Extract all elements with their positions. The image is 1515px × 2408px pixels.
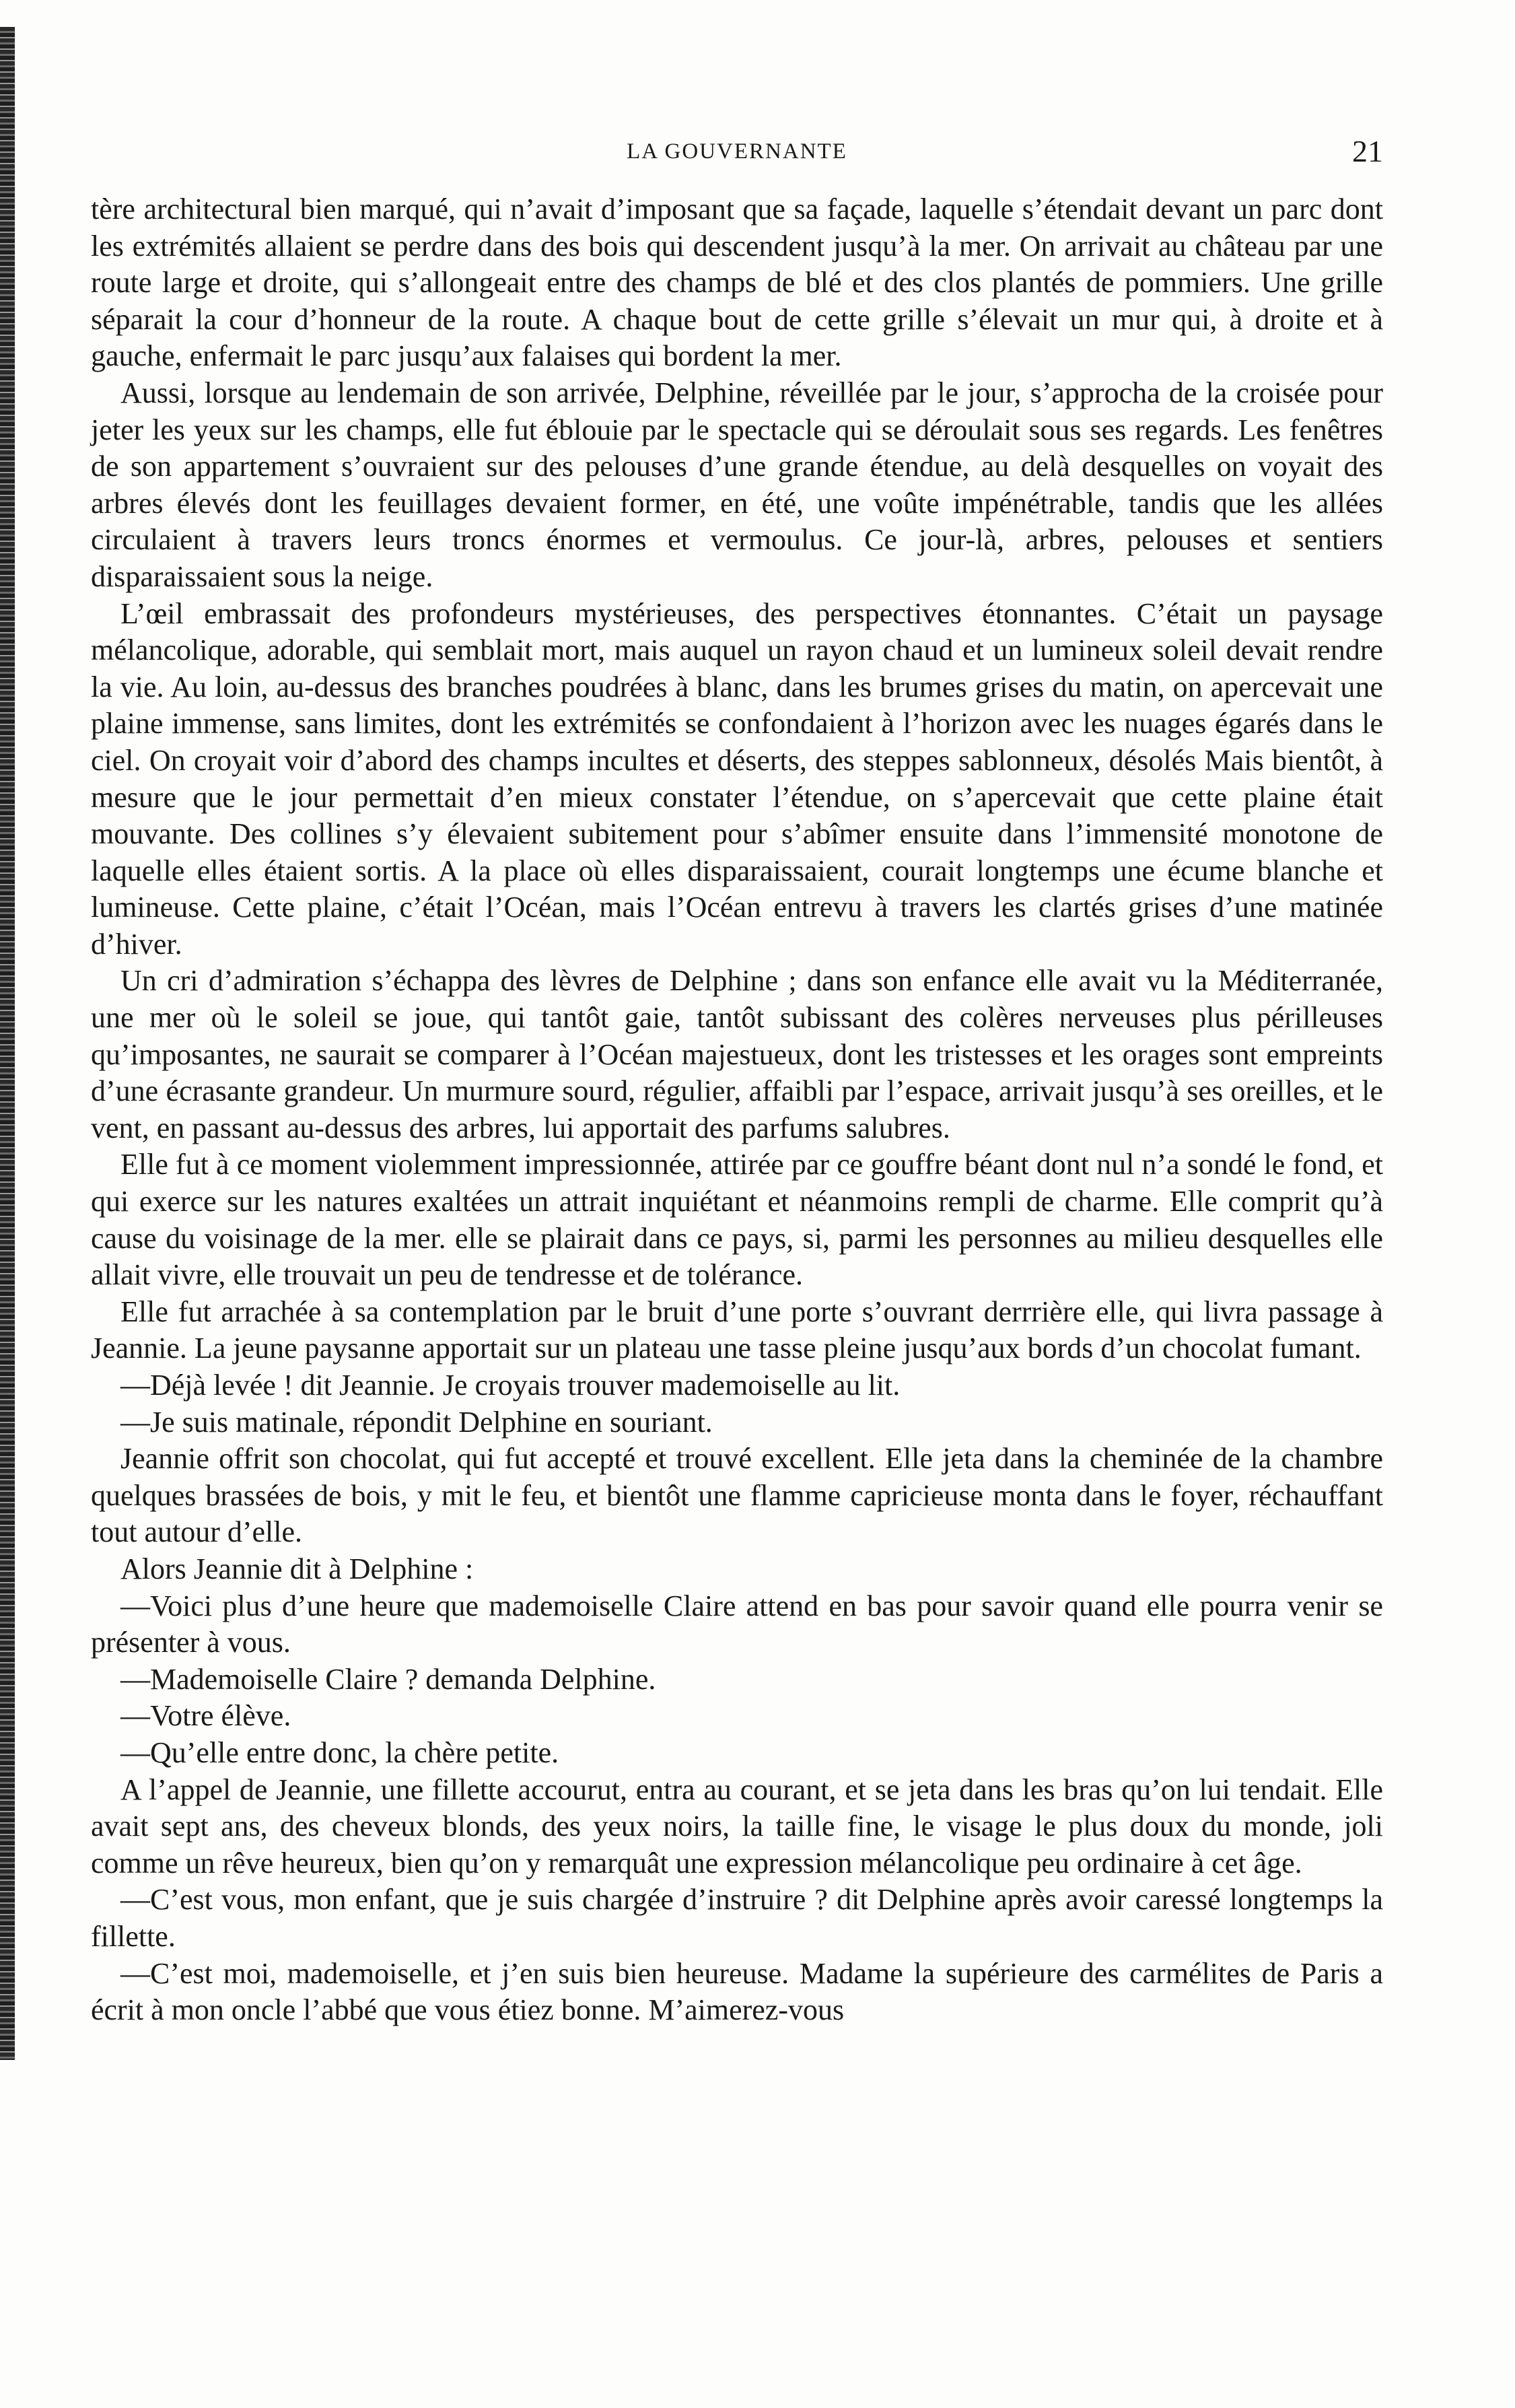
dialogue-line: —C’est vous, mon enfant, que je suis chargée d’instruire ? dit Delphine après avoir caressé longtemps la fillette. <box>91 1883 1383 1953</box>
paragraph: Alors Jeannie dit à Delphine : <box>120 1552 474 1585</box>
paragraph: Un cri d’admiration s’échappa des lèvres de Delphine ; dans son enfance elle avait vu la Méditerranée, une mer où le soleil se joue, qui tantôt gaie, tantôt subissant des colères nerveuses plus périlleuses qu’imposantes, ne saurait se comparer à l’Océan majestueux, dont les tristesses et les orages sont empreints d’une écrasante grandeur. Un murmure sourd, régulier, affaibli par l’espace, arrivait jusqu’à ses oreilles, et le vent, en passant au-dessus des arbres, lui apportait des parfums salubres. <box>91 964 1383 1144</box>
body-text <box>91 191 1383 2029</box>
page-binding-edge <box>0 27 15 2060</box>
paragraph: Elle fut à ce moment violemment impressionnée, attirée par ce gouffre béant dont nul n’a sondé le fond, et qui exerce sur les natures exaltées un attrait inquiétant et néanmoins rempli de charme. Elle comprit qu’à cause du voisinage de la mer. elle se plairait dans ce pays, si, parmi les personnes au milieu desquelles elle allait vivre, elle trouvait un peu de tendresse et de tolérance. <box>91 1148 1383 1292</box>
dialogue-line: —Votre élève. <box>120 1699 291 1733</box>
paragraph: Jeannie offrit son chocolat, qui fut accepté et trouvé excellent. Elle jeta dans la cheminée de la chambre quelques brassées de bois, y mit le feu, et bientôt une flamme capricieuse monta dans le foyer, réchauffant tout autour d’elle. <box>91 1442 1383 1549</box>
dialogue-line: —Je suis matinale, répondit Delphine en souriant. <box>120 1405 713 1439</box>
dialogue-line: —Déjà levée ! dit Jeannie. Je croyais trouver mademoiselle au lit. <box>120 1369 901 1402</box>
paragraph: Elle fut arrachée à sa contemplation par le bruit d’une porte s’ouvrant derrrière elle, qui livra passage à Jeannie. La jeune paysanne apportait sur un plateau une tasse pleine jusqu’aux bords d’un chocolat fumant. <box>91 1295 1383 1365</box>
paragraph: A l’appel de Jeannie, une fillette accourut, entra au courant, et se jeta dans les bras qu’on lui tendait. Elle avait sept ans, des cheveux blonds, des yeux noirs, la taille fine, le visage le plus doux du monde, joli comme un rêve heureux, bien qu’on y remarquât une expression mélancolique peu ordinaire à cet âge. <box>91 1773 1383 1880</box>
paragraph-continued: tère architectural bien marqué, qui n’avait d’imposant que sa façade, laquelle s’étendait devant un parc dont les extrémités allaient se perdre dans des bois qui descendent jusqu’à la mer. On arrivait au château par une route large et droite, qui s’allongeait entre des champs de blé et des clos plantés de pommiers. Une grille séparait la cour d’honneur de la route. A chaque bout de cette grille s’élevait un mur qui, à droite et à gauche, enfermait le parc jusqu’aux falaises qui bordent la mer. <box>91 193 1383 373</box>
running-head <box>91 135 1383 168</box>
running-title: LA GOUVERNANTE <box>627 139 847 164</box>
paragraph: L’œil embrassait des profondeurs mystérieuses, des perspectives étonnantes. C’était un paysage mélancolique, adorable, qui semblait mort, mais auquel un rayon chaud et un lumineux soleil devait rendre la vie. Au loin, au-dessus des branches poudrées à blanc, dans les brumes grises du matin, on apercevait une plaine immense, sans limites, dont les extrémités se confondaient à l’horizon avec les nuages égarés dans le ciel. On croyait voir d’abord des champs incultes et déserts, des steppes sablonneux, désolés Mais bientôt, à mesure que le jour permettait d’en mieux constater l’étendue, on s’apercevait que cette plaine était mouvante. Des collines s’y élevaient subitement pour s’abîmer ensuite dans l’immensité monotone de laquelle elles étaient sortis. A la place où elles disparaissaient, courait longtemps une écume blanche et lumineuse. Cette plaine, c’était l’Océan, mais l’Océan entrevu à travers les clartés grises d’une matinée d’hiver. <box>91 596 1383 961</box>
dialogue-line: —C’est moi, mademoiselle, et j’en suis bien heureuse. Madame la supérieure des carmélites de Paris a écrit à mon oncle l’abbé que vous étiez bonne. M’aimerez-vous <box>91 1956 1383 2027</box>
page-number: 21 <box>1352 134 1383 168</box>
paragraph: Aussi, lorsque au lendemain de son arrivée, Delphine, réveillée par le jour, s’approcha de la croisée pour jeter les yeux sur les champs, elle fut éblouie par le spectacle qui se déroulait sous ses regards. Les fenêtres de son appartement s’ouvraient sur des pelouses d’une grande étendue, au delà desquelles on voyait des arbres élevés dont les feuillages devaient former, en été, une voûte impénétrable, tandis que les allées circulaient à travers leurs troncs énormes et vermoulus. Ce jour-là, arbres, pelouses et sentiers disparaissaient sous la neige. <box>91 376 1383 593</box>
dialogue-line: —Qu’elle entre donc, la chère petite. <box>120 1735 559 1769</box>
dialogue-line: —Mademoiselle Claire ? demanda Delphine. <box>120 1662 656 1696</box>
dialogue-line: —Voici plus d’une heure que mademoiselle Claire attend en bas pour savoir quand elle pourra venir se présenter à vous. <box>91 1589 1383 1659</box>
